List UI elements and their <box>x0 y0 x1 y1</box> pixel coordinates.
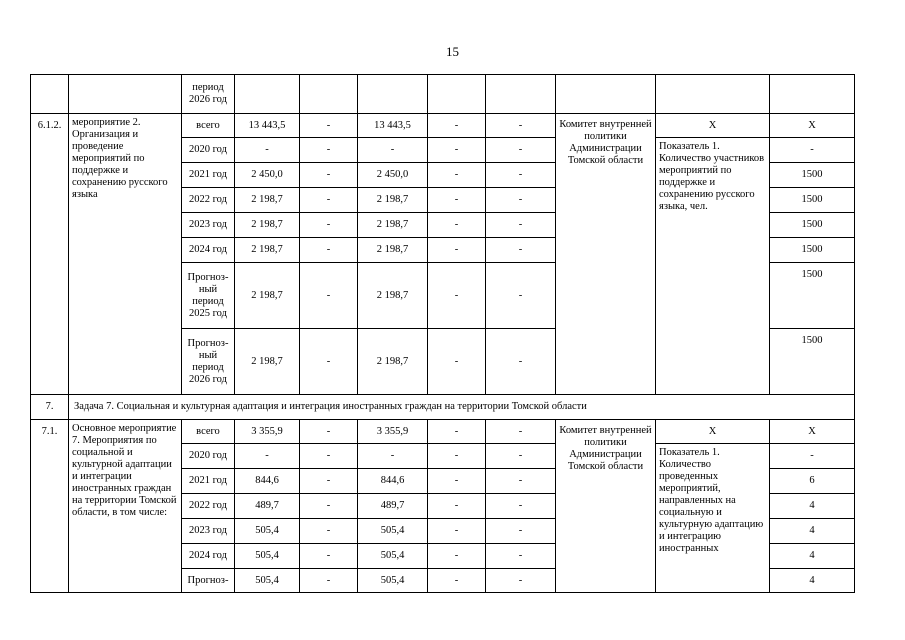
value-cell: - <box>300 519 358 544</box>
value-cell: - <box>300 188 358 213</box>
value-cell: - <box>428 544 486 569</box>
indicator-value: - <box>770 444 855 469</box>
value-cell: - <box>486 420 556 444</box>
indicator-x: X <box>656 114 770 138</box>
value-cell: - <box>486 494 556 519</box>
value-cell: 2 198,7 <box>358 213 428 238</box>
program-table <box>30 74 855 593</box>
value-cell: 489,7 <box>358 494 428 519</box>
indicator-x: X <box>656 420 770 444</box>
value-cell: - <box>486 213 556 238</box>
value-cell: 2 198,7 <box>235 238 300 263</box>
value-cell: 2 198,7 <box>358 329 428 395</box>
executor-cell: Комитет внутренней политики Администрации Томской области <box>556 114 656 395</box>
value-cell: 2 450,0 <box>235 163 300 188</box>
period-cell: 2020 год <box>182 444 235 469</box>
value-cell: 13 443,5 <box>358 114 428 138</box>
value-cell: - <box>428 494 486 519</box>
period-cell: всего <box>182 114 235 138</box>
value-cell: - <box>358 138 428 163</box>
value-cell: 3 355,9 <box>235 420 300 444</box>
indicator-value: 1500 <box>770 213 855 238</box>
value-cell: - <box>486 138 556 163</box>
value-cell: - <box>428 138 486 163</box>
value-cell: - <box>300 238 358 263</box>
indicator-cell: Показатель 1. Количество участников мероприятий по поддержке и сохранению русского языка, чел. <box>656 138 770 395</box>
value-cell: - <box>428 469 486 494</box>
value-cell: - <box>300 263 358 329</box>
value-cell: - <box>235 444 300 469</box>
row-number: 7.1. <box>31 420 69 593</box>
value-cell: - <box>300 213 358 238</box>
value-cell: 505,4 <box>235 519 300 544</box>
indicator-value: 1500 <box>770 263 855 329</box>
indicator-value: 4 <box>770 519 855 544</box>
value-cell: - <box>486 519 556 544</box>
value-cell: - <box>486 569 556 593</box>
value-cell: 505,4 <box>235 569 300 593</box>
indicator-value: 4 <box>770 569 855 593</box>
value-cell: - <box>486 238 556 263</box>
row-number: 7. <box>31 395 69 420</box>
indicator-value: 1500 <box>770 163 855 188</box>
value-cell: - <box>300 114 358 138</box>
value-cell: - <box>486 444 556 469</box>
value-cell: - <box>300 420 358 444</box>
value-cell: - <box>300 329 358 395</box>
value-cell: 505,4 <box>235 544 300 569</box>
indicator-cell: Показатель 1. Количество проведенных мероприятий, направленных на социальную и культурную адаптацию и интеграцию иностранных <box>656 444 770 593</box>
indicator-value: - <box>770 138 855 163</box>
table-row <box>31 420 855 444</box>
value-cell: 505,4 <box>358 519 428 544</box>
value-cell: 2 198,7 <box>235 329 300 395</box>
table-row <box>31 75 855 114</box>
value-cell: - <box>300 163 358 188</box>
value-cell: - <box>428 444 486 469</box>
value-cell: - <box>428 519 486 544</box>
value-cell: 2 198,7 <box>235 263 300 329</box>
activity-name: мероприятие 2. Организация и проведение мероприятий по поддержке и сохранению русского языка <box>69 114 182 395</box>
period-cell: 2023 год <box>182 213 235 238</box>
value-cell: - <box>486 188 556 213</box>
value-cell: 2 198,7 <box>358 238 428 263</box>
value-cell: - <box>300 569 358 593</box>
period-cell: 2021 год <box>182 163 235 188</box>
value-cell: 505,4 <box>358 569 428 593</box>
period-cell: 2020 год <box>182 138 235 163</box>
value-x: X <box>770 114 855 138</box>
value-cell: - <box>300 138 358 163</box>
value-cell: - <box>486 263 556 329</box>
page-number: 15 <box>446 44 459 59</box>
value-cell: - <box>428 213 486 238</box>
value-cell: 2 450,0 <box>358 163 428 188</box>
table-row <box>31 114 855 138</box>
indicator-value: 4 <box>770 494 855 519</box>
value-cell: - <box>428 114 486 138</box>
value-cell: - <box>486 163 556 188</box>
period-cell: всего <box>182 420 235 444</box>
value-cell: - <box>300 469 358 494</box>
value-cell: 505,4 <box>358 544 428 569</box>
indicator-value: 1500 <box>770 238 855 263</box>
period-cell: период 2026 год <box>182 75 235 114</box>
value-cell: - <box>300 444 358 469</box>
period-cell: 2022 год <box>182 188 235 213</box>
row-number: 6.1.2. <box>31 114 69 395</box>
period-cell: 2024 год <box>182 238 235 263</box>
value-cell: 2 198,7 <box>235 188 300 213</box>
value-x: X <box>770 420 855 444</box>
value-cell: 844,6 <box>235 469 300 494</box>
value-cell: - <box>428 263 486 329</box>
activity-name: Основное мероприятие 7. Мероприятия по социальной и культурной адаптации и интеграции иностранных граждан на территории Томской области, в том числе: <box>69 420 182 593</box>
value-cell: - <box>486 469 556 494</box>
period-cell: 2024 год <box>182 544 235 569</box>
value-cell: - <box>235 138 300 163</box>
period-cell: 2023 год <box>182 519 235 544</box>
value-cell: - <box>428 329 486 395</box>
value-cell: - <box>428 238 486 263</box>
period-cell: Прогноз- ный период 2026 год <box>182 329 235 395</box>
indicator-value: 6 <box>770 469 855 494</box>
period-cell: Прогноз- <box>182 569 235 593</box>
period-cell: 2022 год <box>182 494 235 519</box>
value-cell: 3 355,9 <box>358 420 428 444</box>
period-cell: Прогноз- ный период 2025 год <box>182 263 235 329</box>
value-cell: 2 198,7 <box>235 213 300 238</box>
value-cell: 13 443,5 <box>235 114 300 138</box>
value-cell: - <box>300 494 358 519</box>
value-cell: - <box>428 569 486 593</box>
value-cell: - <box>486 329 556 395</box>
value-cell: - <box>486 544 556 569</box>
value-cell: - <box>358 444 428 469</box>
period-cell: 2021 год <box>182 469 235 494</box>
value-cell: - <box>428 420 486 444</box>
value-cell: 489,7 <box>235 494 300 519</box>
indicator-value: 1500 <box>770 188 855 213</box>
executor-cell: Комитет внутренней политики Администрации Томской области <box>556 420 656 593</box>
value-cell: - <box>428 188 486 213</box>
task-title: Задача 7. Социальная и культурная адаптация и интеграция иностранных граждан на территории Томской области <box>69 395 855 420</box>
indicator-value: 4 <box>770 544 855 569</box>
value-cell: 844,6 <box>358 469 428 494</box>
table-row <box>31 395 855 420</box>
value-cell: - <box>300 544 358 569</box>
value-cell: - <box>428 163 486 188</box>
indicator-value: 1500 <box>770 329 855 395</box>
value-cell: 2 198,7 <box>358 188 428 213</box>
value-cell: 2 198,7 <box>358 263 428 329</box>
value-cell: - <box>486 114 556 138</box>
